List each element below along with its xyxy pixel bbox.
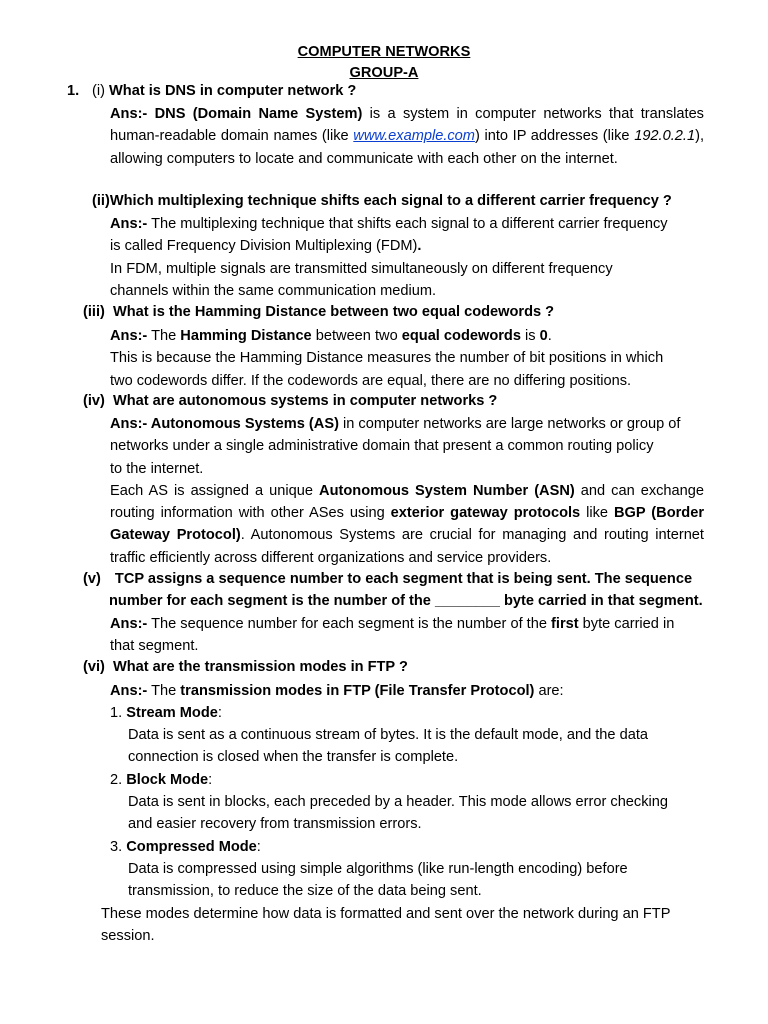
answer-text: In FDM, multiple signals are transmitted simultaneously on different frequency (110, 260, 613, 277)
answer-3 (110, 325, 704, 392)
answer-text: session. (101, 928, 155, 945)
group-heading: GROUP-A (349, 65, 419, 81)
question-1 (92, 83, 356, 99)
list-number: 1. (110, 705, 123, 721)
answer-text: Each AS is assigned a unique (110, 482, 320, 499)
answer-text: . (547, 328, 552, 344)
question-5 (83, 571, 692, 587)
answer-term: equal codewords (401, 328, 521, 344)
question-label: (i) (92, 83, 105, 99)
mode-name: Compressed Mode (126, 839, 257, 855)
question-5-continued: number for each segment is the number of the ________ byte carried in that segment. (109, 593, 703, 609)
answer-value: 0 (539, 328, 548, 344)
answer-text: byte carried in (578, 616, 675, 632)
answer-term: transmission modes in FTP (File Transfer Protocol) (180, 683, 535, 699)
list-item (110, 836, 261, 858)
answer-text: The sequence number for each segment is the number of the (147, 616, 552, 632)
ip-example: 192.0.2.1 (634, 128, 696, 145)
question-text: TCP assigns a sequence number to each segment that is being sent. The sequence (114, 571, 693, 587)
list-number: 3. (110, 839, 123, 855)
answer-text: These modes determine how data is formatted and sent over the network during an FTP (101, 906, 671, 922)
question-label: (ii) (92, 193, 110, 209)
list-colon: : (217, 705, 222, 721)
question-text: What is the Hamming Distance between two equal codewords ? (112, 304, 555, 320)
mode-description (128, 858, 698, 903)
list-number: 2. (110, 772, 123, 788)
answer-term: Autonomous System Number (ASN) (319, 482, 575, 499)
answer-text: like (580, 505, 614, 522)
answer-text: This is because the Hamming Distance measures the number of bit positions in which (110, 350, 664, 367)
question-label: (iii) (83, 304, 105, 320)
question-label: (v) (83, 571, 101, 587)
question-text: What is DNS in computer network ? (109, 83, 357, 99)
question-text: What are the transmission modes in FTP ? (112, 659, 408, 675)
answer-term: Autonomous Systems (AS) (147, 416, 339, 432)
answer-prefix: Ans:- (110, 216, 148, 232)
question-label: (iv) (83, 393, 105, 409)
answer-text: and can exchange routing information with other ASes using (110, 482, 705, 522)
question-text: Which multiplexing technique shifts each signal to a different carrier frequency ? (109, 193, 672, 209)
answer-prefix: Ans:- (110, 106, 148, 122)
answer-text: connection is closed when the transfer is complete. (128, 749, 459, 766)
list-colon: : (208, 772, 213, 788)
answer-text: The (147, 328, 181, 344)
answer-text: Data is compressed using simple algorithms (like run-length encoding) before (128, 861, 628, 877)
answer-6 (110, 680, 704, 702)
answer-text: are: (534, 683, 564, 699)
answer-text: channels within the same communication medium. (110, 282, 437, 299)
question-2 (92, 193, 672, 209)
closing-paragraph (101, 903, 711, 948)
question-3 (83, 304, 554, 320)
answer-term: first (551, 616, 579, 632)
answer-text: two codewords differ. If the codewords are equal, there are no differing positions. (110, 372, 632, 389)
answer-prefix: Ans:- (110, 683, 148, 699)
mode-description (128, 724, 698, 769)
answer-text: is a system in computer networks that translates human-readable domain names (like (110, 106, 704, 145)
document-title: COMPUTER NETWORKS (297, 44, 471, 60)
question-6 (83, 659, 408, 675)
question-4 (83, 393, 497, 409)
answer-1 (110, 103, 704, 170)
question-label: (vi) (83, 659, 105, 675)
mode-name: Stream Mode (126, 705, 218, 721)
answer-term: exterior gateway protocols (390, 505, 581, 522)
answer-text: The multiplexing technique that shifts each signal to a different carrier frequency (147, 216, 668, 232)
answer-text: and easier recovery from transmission errors. (128, 816, 422, 833)
answer-paragraph (110, 480, 704, 569)
answer-2 (110, 213, 704, 302)
question-text: What are autonomous systems in computer networks ? (112, 393, 498, 409)
list-item (110, 769, 212, 791)
answer-text: is (520, 328, 540, 344)
mode-description (128, 791, 698, 836)
answer-text: . Autonomous Systems are crucial for managing and routing internet traffic efficiently across different organizations and service providers. (110, 527, 704, 566)
answer-term: Hamming Distance (180, 328, 312, 344)
question-number: 1. (67, 83, 80, 99)
answer-text: ), allowing computers to locate and communicate with each other on the internet. (110, 128, 704, 167)
answer-text: to the internet. (110, 460, 204, 477)
answer-prefix: Ans:- (110, 328, 148, 344)
answer-text: Data is sent in blocks, each preceded by a header. This mode allows error checking (128, 794, 668, 810)
mode-name: Block Mode (126, 772, 209, 788)
answer-text: in computer networks are large networks or group of (338, 416, 681, 432)
answer-text: ) into IP addresses (like (474, 128, 635, 145)
answer-text: networks under a single administrative domain that present a common routing policy (110, 438, 654, 455)
answer-text: is called Frequency Division Multiplexing (FDM) (110, 238, 418, 255)
answer-prefix: Ans:- (110, 616, 148, 632)
answer-term: BGP (Border Gateway Protocol) (110, 505, 704, 544)
example-link[interactable]: www.example.com (353, 128, 475, 145)
answer-text: that segment. (110, 638, 199, 655)
answer-4 (110, 413, 704, 569)
answer-period: . (417, 238, 422, 255)
answer-text: Data is sent as a continuous stream of bytes. It is the default mode, and the data (128, 727, 649, 743)
answer-term: DNS (Domain Name System) (154, 106, 363, 122)
answer-text: The (147, 683, 181, 699)
list-item (110, 702, 222, 724)
answer-prefix: Ans:- (110, 416, 148, 432)
answer-5 (110, 613, 704, 658)
answer-text: between two (311, 328, 402, 344)
list-colon: : (256, 839, 261, 855)
answer-text: transmission, to reduce the size of the data being sent. (128, 883, 482, 900)
